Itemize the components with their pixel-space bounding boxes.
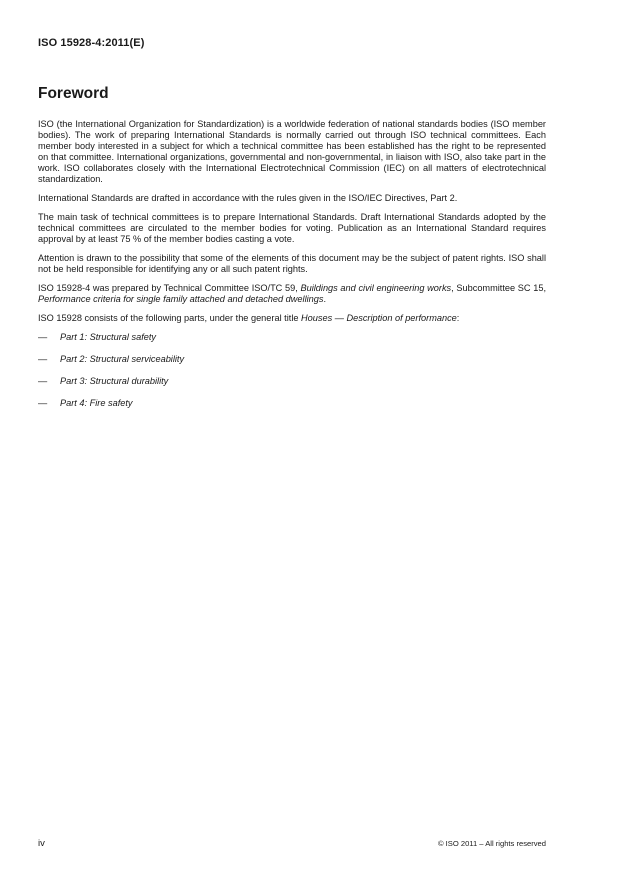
- sc-title: Performance criteria for single family attached and detached dwellings: [38, 294, 324, 304]
- parts-list: [38, 332, 546, 409]
- paragraph-iso-federation: ISO (the International Organization for Standardization) is a worldwide federation of national standards bodies (ISO member bodies). The work of preparing International Standards is normally carried out through ISO technical committees. Each member body interested in a subject for which a technical committee has been established has the right to be represented on that committee. International organizations, governmental and non-governmental, in liaison with ISO, also take part in the work. ISO collaborates closely with the International Electrotechnical Commission (IEC) on all matters of electrotechnical standardization.: [38, 119, 546, 184]
- list-item: [38, 354, 546, 365]
- paragraph-prepared-by: [38, 283, 546, 305]
- document-id: ISO 15928-4:2011(E): [38, 37, 145, 49]
- parts-intro-text: ISO 15928 consists of the following parts, under the general title: [38, 313, 302, 323]
- general-title: Houses — Description of performance: [301, 313, 457, 323]
- foreword-body: [38, 119, 546, 420]
- section-title: Foreword: [38, 85, 109, 102]
- prepared-by-mid: , Subcommittee SC 15,: [451, 283, 546, 293]
- list-dash: —: [38, 398, 48, 408]
- paragraph-directives: International Standards are drafted in accordance with the rules given in the ISO/IEC Directives, Part 2.: [38, 193, 458, 203]
- list-item-text: Part 2: Structural serviceability: [60, 354, 185, 364]
- list-dash: —: [38, 332, 48, 342]
- list-item: [38, 332, 546, 343]
- list-item: [38, 398, 546, 409]
- list-item-text: Part 1: Structural safety: [60, 332, 156, 342]
- paragraph-technical-committees: The main task of technical committees is to prepare International Standards. Draft International Standards adopted by the technical committees are circulated to the member bodies for voting. Publication as an International Standard requires approval by at least 75 % of the member bodies casting a vote.: [38, 212, 546, 244]
- page-number: iv: [38, 838, 45, 849]
- prepared-by-text: ISO 15928-4 was prepared by Technical Committee ISO/TC 59,: [38, 283, 301, 293]
- list-dash: —: [38, 376, 48, 386]
- paragraph-patent-rights: Attention is drawn to the possibility that some of the elements of this document may be the subject of patent rights. ISO shall not be held responsible for identifying any or all such patent rights.: [38, 253, 546, 274]
- parts-intro-end: :: [456, 313, 460, 323]
- prepared-by-end: .: [323, 294, 327, 304]
- paragraph-parts-intro: [38, 313, 546, 324]
- copyright-notice: © ISO 2011 – All rights reserved: [437, 839, 546, 848]
- tc-title: Buildings and civil engineering works: [300, 283, 452, 293]
- list-item-text: Part 4: Fire safety: [60, 398, 133, 408]
- list-item-text: Part 3: Structural durability: [60, 376, 169, 386]
- list-item: [38, 376, 546, 387]
- list-dash: —: [38, 354, 48, 364]
